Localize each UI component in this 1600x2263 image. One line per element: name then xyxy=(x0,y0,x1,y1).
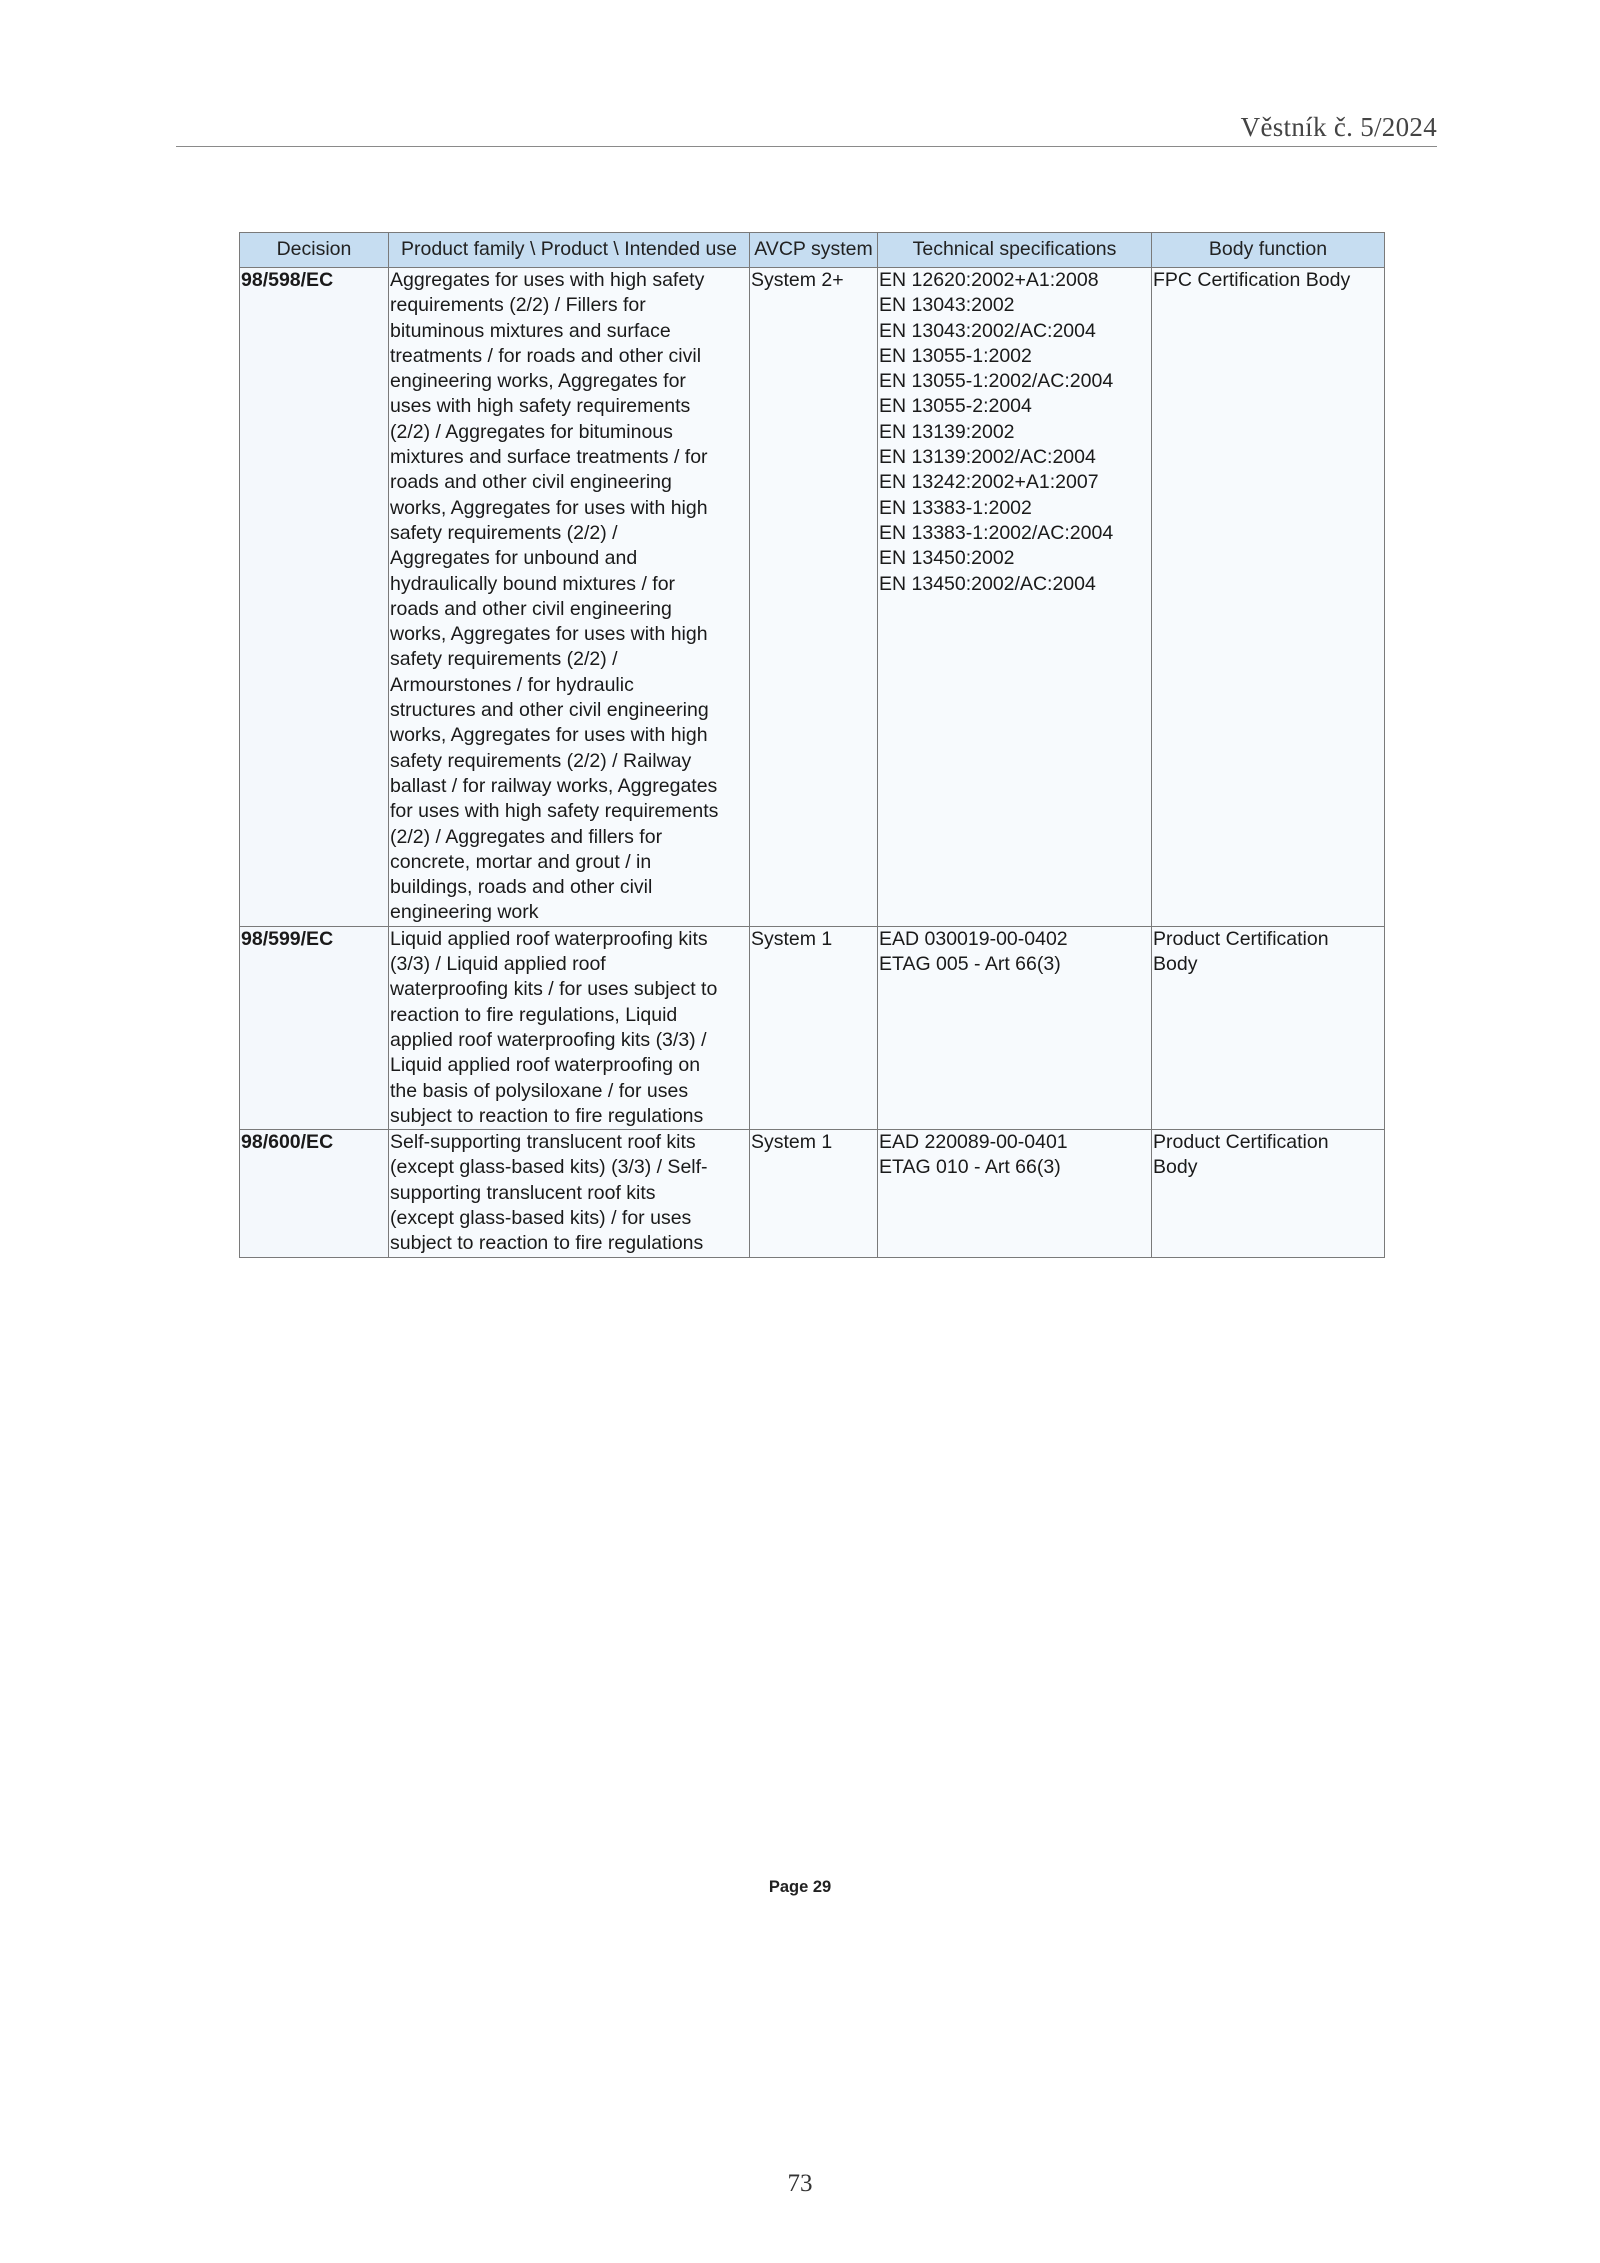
decision-cell: 98/599/EC xyxy=(240,926,389,1129)
column-header-avcp: AVCP system xyxy=(750,233,878,268)
specs-cell: EAD 030019-00-0402 ETAG 005 - Art 66(3) xyxy=(878,926,1152,1129)
body-function-cell: FPC Certification Body xyxy=(1152,268,1385,927)
bulletin-title: Věstník č. 5/2024 xyxy=(1240,112,1437,142)
column-header-decision: Decision xyxy=(240,233,389,268)
table-header-row xyxy=(240,233,1385,268)
page-number: 73 xyxy=(787,2170,813,2197)
avcp-cell: System 2+ xyxy=(750,268,878,927)
table-row xyxy=(240,926,1385,1129)
product-cell: Liquid applied roof waterproofing kits (3/3) / Liquid applied roof waterproofing kits / for uses subject to reaction to fire regulations, Liquid applied roof waterproofing kits (3/3) / Liquid applied roof waterproofing on the basis of polysiloxane / for uses subject to reaction to fire regulations xyxy=(389,926,750,1129)
specs-cell: EN 12620:2002+A1:2008 EN 13043:2002 EN 13043:2002/AC:2004 EN 13055-1:2002 EN 13055-1:2002/AC:2004 EN 13055-2:2004 EN 13139:2002 EN 13139:2002/AC:2004 EN 13242:2002+A1:2007 EN 13383-1:2002 EN 13383-1:2002/AC:2004 EN 13450:2002 EN 13450:2002/AC:2004 xyxy=(878,268,1152,927)
header-divider xyxy=(176,146,1437,147)
column-header-body: Body function xyxy=(1152,233,1385,268)
column-header-product: Product family \ Product \ Intended use xyxy=(389,233,750,268)
avcp-decisions-table xyxy=(239,232,1385,1258)
avcp-cell: System 1 xyxy=(750,926,878,1129)
page-label: Page 29 xyxy=(768,1878,832,1896)
decision-cell: 98/600/EC xyxy=(240,1130,389,1257)
product-cell: Self-supporting translucent roof kits (except glass-based kits) (3/3) / Self- supporting translucent roof kits (except glass-based kits) / for uses subject to reaction to fire regulations xyxy=(389,1130,750,1257)
specs-cell: EAD 220089-00-0401 ETAG 010 - Art 66(3) xyxy=(878,1130,1152,1257)
avcp-cell: System 1 xyxy=(750,1130,878,1257)
table-row xyxy=(240,268,1385,927)
table-row xyxy=(240,1130,1385,1257)
body-function-cell: Product Certification Body xyxy=(1152,926,1385,1129)
decision-cell: 98/598/EC xyxy=(240,268,389,927)
column-header-specs: Technical specifications xyxy=(878,233,1152,268)
body-function-cell: Product Certification Body xyxy=(1152,1130,1385,1257)
product-cell: Aggregates for uses with high safety requirements (2/2) / Fillers for bituminous mixtures and surface treatments / for roads and other civil engineering works, Aggregates for uses with high safety requirements (2/2) / Aggregates for bituminous mixtures and surface treatments / for roads and other civil engineering works, Aggregates for uses with high safety requirements (2/2) / Aggregates for unbound and hydraulically bound mixtures / for roads and other civil engineering works, Aggregates for uses with high safety requirements (2/2) / Armourstones / for hydraulic structures and other civil engineering works, Aggregates for uses with high safety requirements (2/2) / Railway ballast / for railway works, Aggregates for uses with high safety requirements (2/2) / Aggregates and fillers for concrete, mortar and grout / in buildings, roads and other civil engineering work xyxy=(389,268,750,927)
